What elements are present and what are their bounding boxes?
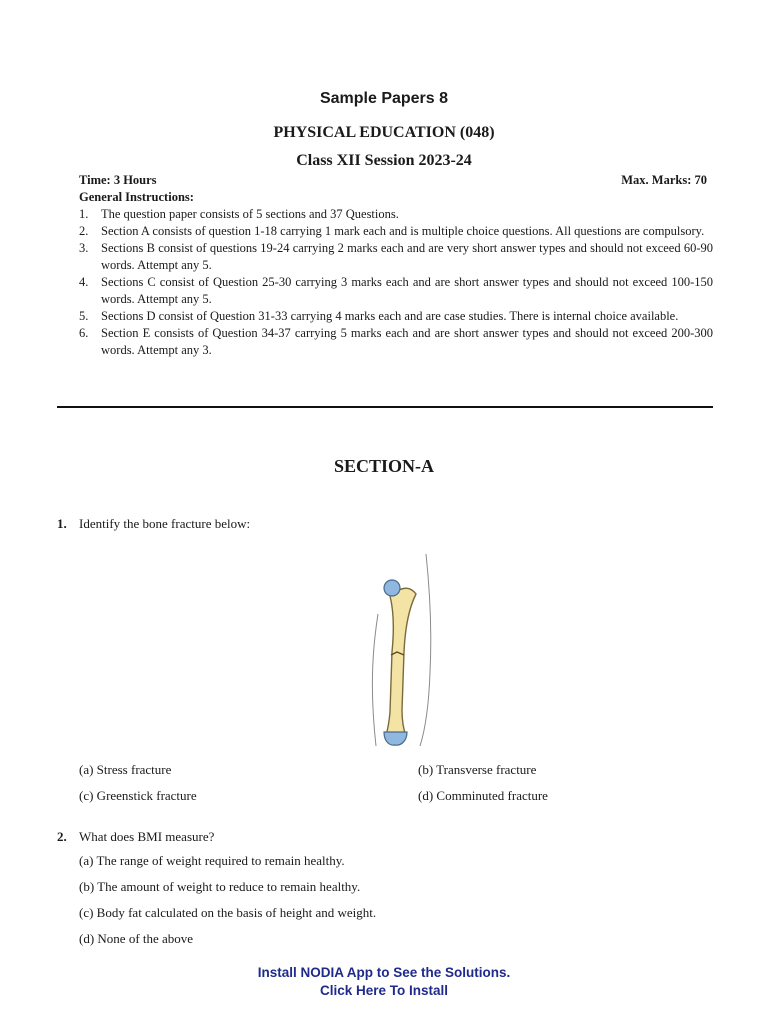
question-text: Identify the bone fracture below: — [79, 516, 251, 531]
instruction-item — [79, 240, 713, 274]
instructions-heading: General Instructions: — [79, 190, 194, 204]
click-to-install-link[interactable]: Click Here To Install — [319, 983, 449, 998]
instruction-item — [79, 325, 713, 359]
question-number: 2. — [57, 829, 67, 844]
option-d: (d) None of the above — [79, 931, 194, 946]
option-a: (a) The range of weight required to remain healthy. — [79, 853, 345, 868]
max-marks: Max. Marks: 70 — [621, 173, 707, 187]
instruction-text: Section E consists of Question 34-37 carrying 5 marks each and are short answer types and should not exceed 200-300 words. Attempt any 3. — [101, 326, 713, 357]
section-title: SECTION-A — [333, 456, 435, 476]
option-c: (c) Greenstick fracture — [79, 788, 197, 803]
femur-bone-icon — [360, 552, 440, 748]
instruction-text: Section A consists of question 1-18 carrying 1 mark each and is multiple choice questions. All questions are compulsory. — [101, 224, 705, 238]
instruction-text: The question paper consists of 5 sections and 37 Questions. — [101, 207, 399, 221]
instruction-item — [79, 274, 713, 308]
femur-fracture-figure — [360, 552, 440, 748]
class-session-heading: Class XII Session 2023-24 — [296, 152, 472, 169]
instruction-text: Sections D consist of Question 31-33 carrying 4 marks each and are case studies. There is internal choice available. — [101, 309, 679, 323]
install-app-link[interactable]: Install NODIA App to See the Solutions. — [257, 965, 511, 980]
instruction-number: 2. — [79, 224, 89, 238]
option-d: (d) Comminuted fracture — [418, 788, 548, 803]
option-b: (b) The amount of weight to reduce to remain healthy. — [79, 879, 361, 894]
option-a: (a) Stress fracture — [79, 762, 172, 777]
time-allowed: Time: 3 Hours — [79, 173, 157, 187]
paper-title: Sample Papers 8 — [319, 90, 449, 107]
option-c: (c) Body fat calculated on the basis of height and weight. — [79, 905, 377, 920]
instructions-list — [79, 206, 713, 359]
subject-heading: PHYSICAL EDUCATION (048) — [273, 124, 495, 141]
instruction-item — [79, 308, 713, 325]
option-b: (b) Transverse fracture — [418, 762, 537, 777]
instruction-number: 5. — [79, 309, 89, 323]
instruction-text: Sections B consist of questions 19-24 carrying 2 marks each and are very short answer types and should not exceed 60-90 words. Attempt any 5. — [101, 241, 713, 272]
question-text: What does BMI measure? — [79, 829, 215, 844]
question-number: 1. — [57, 516, 67, 531]
section-divider — [57, 406, 713, 408]
instruction-number: 4. — [79, 275, 89, 289]
instruction-number: 6. — [79, 326, 89, 340]
instruction-text: Sections C consist of Question 25-30 carrying 3 marks each and are short answer types and should not exceed 100-150 words. Attempt any 5. — [101, 275, 713, 306]
instruction-item — [79, 206, 713, 223]
instruction-number: 1. — [79, 207, 89, 221]
instruction-item — [79, 223, 713, 240]
instruction-number: 3. — [79, 241, 89, 255]
